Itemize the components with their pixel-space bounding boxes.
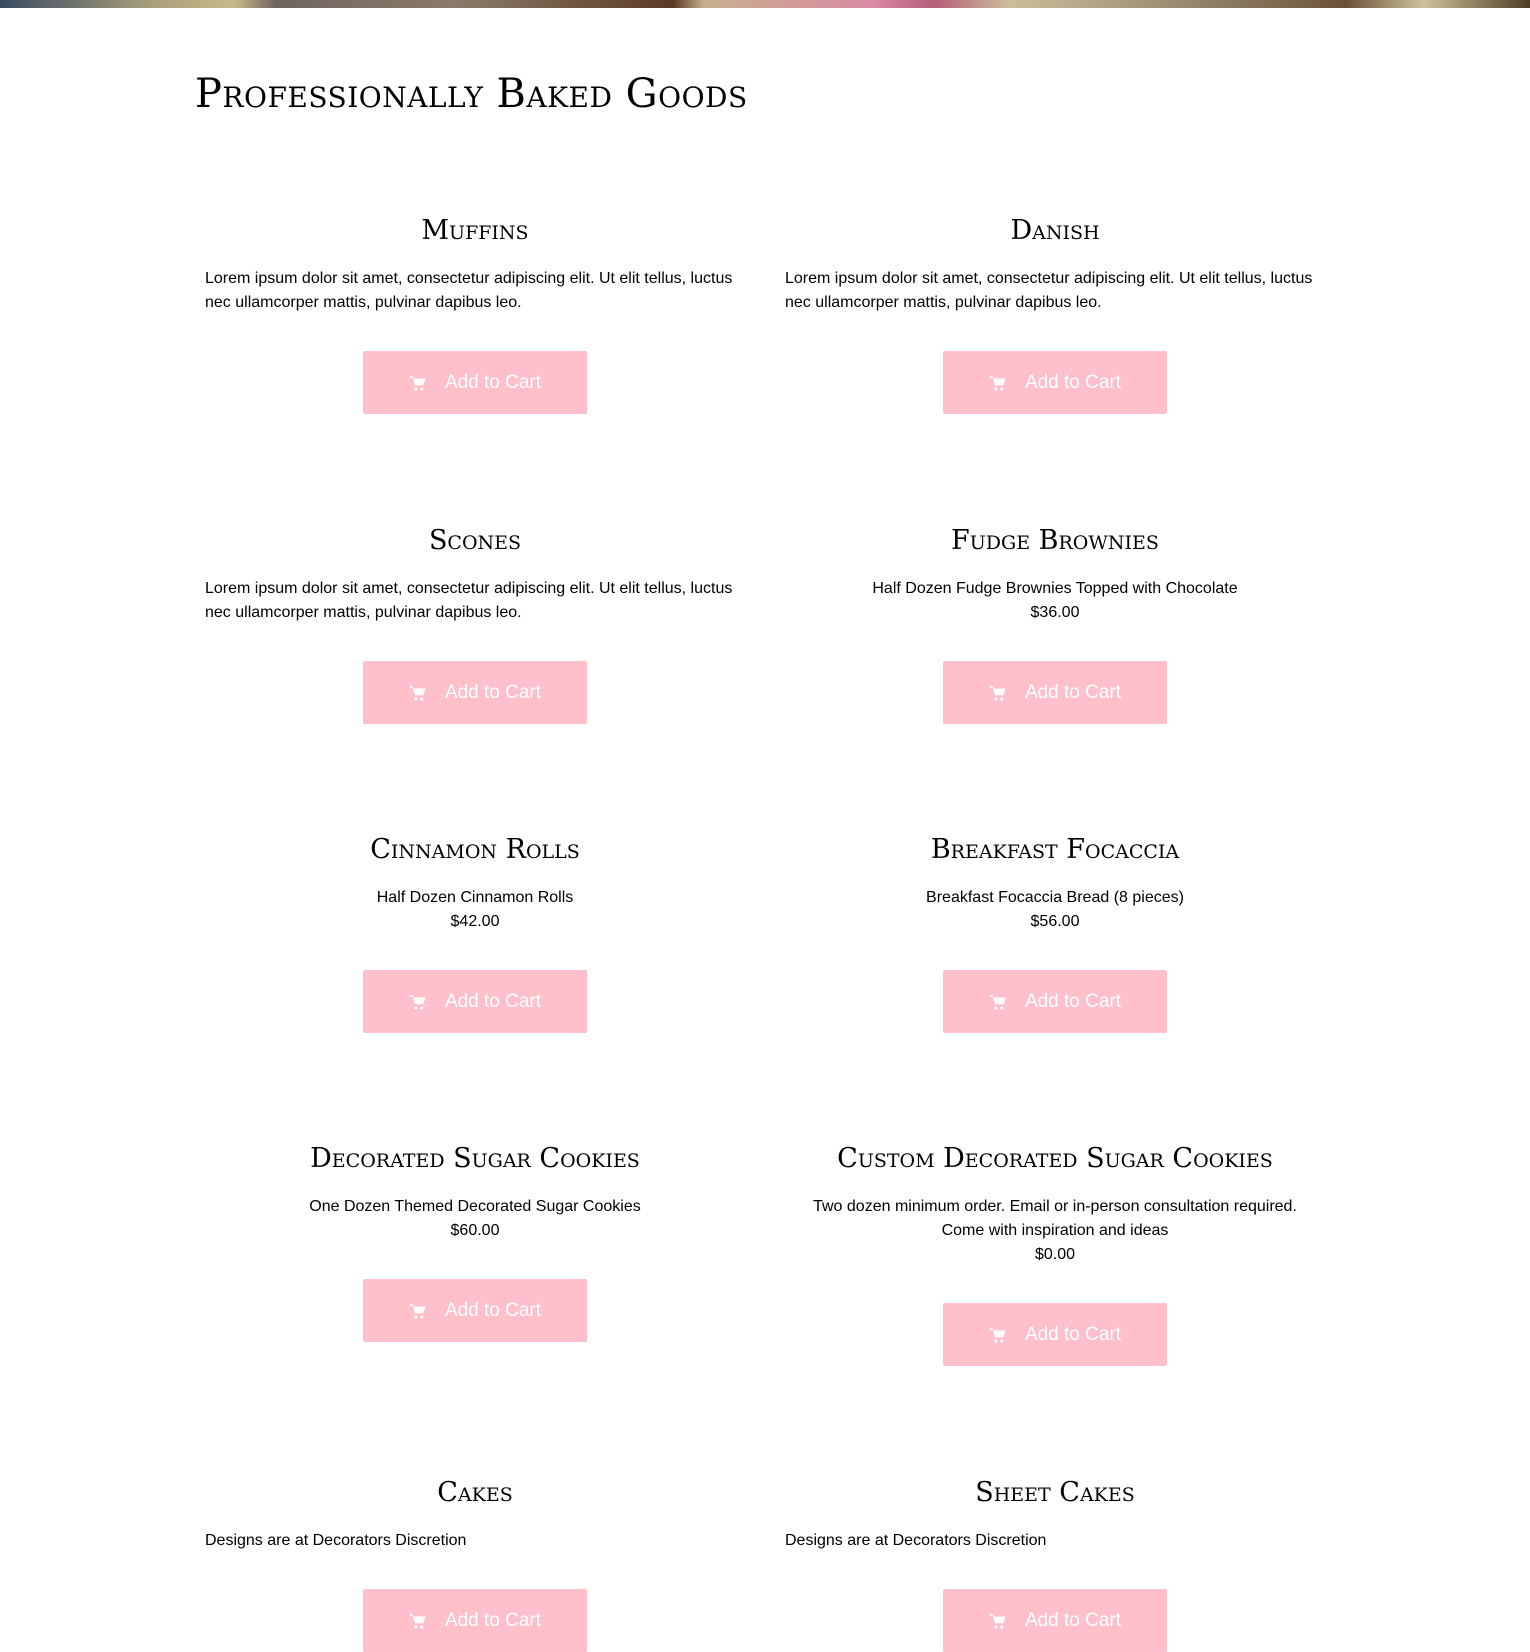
add-to-cart-button[interactable] <box>943 1589 1167 1652</box>
add-to-cart-label: Add to Cart <box>444 1609 542 1631</box>
product-card-custom-decorated-sugar-cookies <box>775 1139 1335 1366</box>
product-description: Designs are at Decorators Discretion <box>785 1532 1047 1549</box>
shopping-cart-icon <box>989 993 1007 1011</box>
product-description: Two dozen minimum order. Email or in-person consultation required. Come with inspiration and ideas <box>813 1198 1297 1239</box>
shopping-cart-icon <box>409 684 427 702</box>
product-price: $56.00 <box>1030 913 1080 930</box>
product-name: Fudge Brownies <box>951 525 1159 556</box>
product-card-fudge-brownies <box>775 521 1335 724</box>
add-to-cart-label: Add to Cart <box>444 990 542 1012</box>
product-description: Half Dozen Cinnamon Rolls <box>376 889 574 906</box>
shopping-cart-icon <box>409 1302 427 1320</box>
product-price: $42.00 <box>450 913 500 930</box>
product-card-scones <box>195 521 755 724</box>
product-name: Scones <box>428 525 522 556</box>
add-to-cart-label: Add to Cart <box>1024 1609 1122 1631</box>
product-name: Breakfast Focaccia <box>930 834 1180 865</box>
product-description: Half Dozen Fudge Brownies Topped with Chocolate <box>872 580 1238 597</box>
shopping-cart-icon <box>409 374 427 392</box>
product-card-breakfast-focaccia <box>775 830 1335 1033</box>
product-name: Cakes <box>437 1477 513 1508</box>
product-price: $0.00 <box>1034 1246 1076 1263</box>
product-card-cinnamon-rolls <box>195 830 755 1033</box>
product-name: Cinnamon Rolls <box>370 834 580 865</box>
product-description: Lorem ipsum dolor sit amet, consectetur adipiscing elit. Ut elit tellus, luctus nec ullamcorper mattis, pulvinar dapibus leo. <box>205 580 733 621</box>
shopping-cart-icon <box>409 1612 427 1630</box>
add-to-cart-label: Add to Cart <box>1024 1323 1122 1345</box>
product-name: Sheet Cakes <box>975 1477 1135 1508</box>
add-to-cart-label: Add to Cart <box>444 681 542 703</box>
add-to-cart-button[interactable] <box>943 661 1167 724</box>
product-description: One Dozen Themed Decorated Sugar Cookies <box>309 1198 641 1215</box>
add-to-cart-button[interactable] <box>363 970 587 1033</box>
add-to-cart-label: Add to Cart <box>444 1299 542 1321</box>
shopping-cart-icon <box>989 684 1007 702</box>
shopping-cart-icon <box>409 993 427 1011</box>
product-card-decorated-sugar-cookies <box>195 1139 755 1342</box>
product-description: Designs are at Decorators Discretion <box>205 1532 467 1549</box>
add-to-cart-label: Add to Cart <box>1024 371 1122 393</box>
product-card-danish <box>775 211 1335 414</box>
add-to-cart-button[interactable] <box>943 1303 1167 1366</box>
product-description: Lorem ipsum dolor sit amet, consectetur adipiscing elit. Ut elit tellus, luctus nec ullamcorper mattis, pulvinar dapibus leo. <box>785 270 1313 311</box>
product-card-sheet-cakes <box>775 1473 1335 1652</box>
product-description: Breakfast Focaccia Bread (8 pieces) <box>926 889 1184 906</box>
add-to-cart-button[interactable] <box>363 351 587 414</box>
product-name: Custom Decorated Sugar Cookies <box>837 1143 1273 1174</box>
product-name: Muffins <box>421 215 529 246</box>
product-price: $36.00 <box>1030 604 1080 621</box>
shopping-cart-icon <box>989 1326 1007 1344</box>
product-card-cakes <box>195 1473 755 1652</box>
shopping-cart-icon <box>989 1612 1007 1630</box>
add-to-cart-button[interactable] <box>363 1589 587 1652</box>
add-to-cart-button[interactable] <box>363 1279 587 1342</box>
product-description: Lorem ipsum dolor sit amet, consectetur adipiscing elit. Ut elit tellus, luctus nec ullamcorper mattis, pulvinar dapibus leo. <box>205 270 733 311</box>
add-to-cart-button[interactable] <box>363 661 587 724</box>
shopping-cart-icon <box>989 374 1007 392</box>
product-price: $60.00 <box>450 1222 500 1239</box>
hero-image-strip <box>0 0 1530 8</box>
add-to-cart-label: Add to Cart <box>444 371 542 393</box>
product-name: Danish <box>1010 215 1100 246</box>
add-to-cart-label: Add to Cart <box>1024 681 1122 703</box>
section-title: Professionally Baked Goods <box>195 71 748 117</box>
add-to-cart-button[interactable] <box>943 970 1167 1033</box>
add-to-cart-button[interactable] <box>943 351 1167 414</box>
product-name: Decorated Sugar Cookies <box>310 1143 640 1174</box>
add-to-cart-label: Add to Cart <box>1024 990 1122 1012</box>
product-card-muffins <box>195 211 755 414</box>
